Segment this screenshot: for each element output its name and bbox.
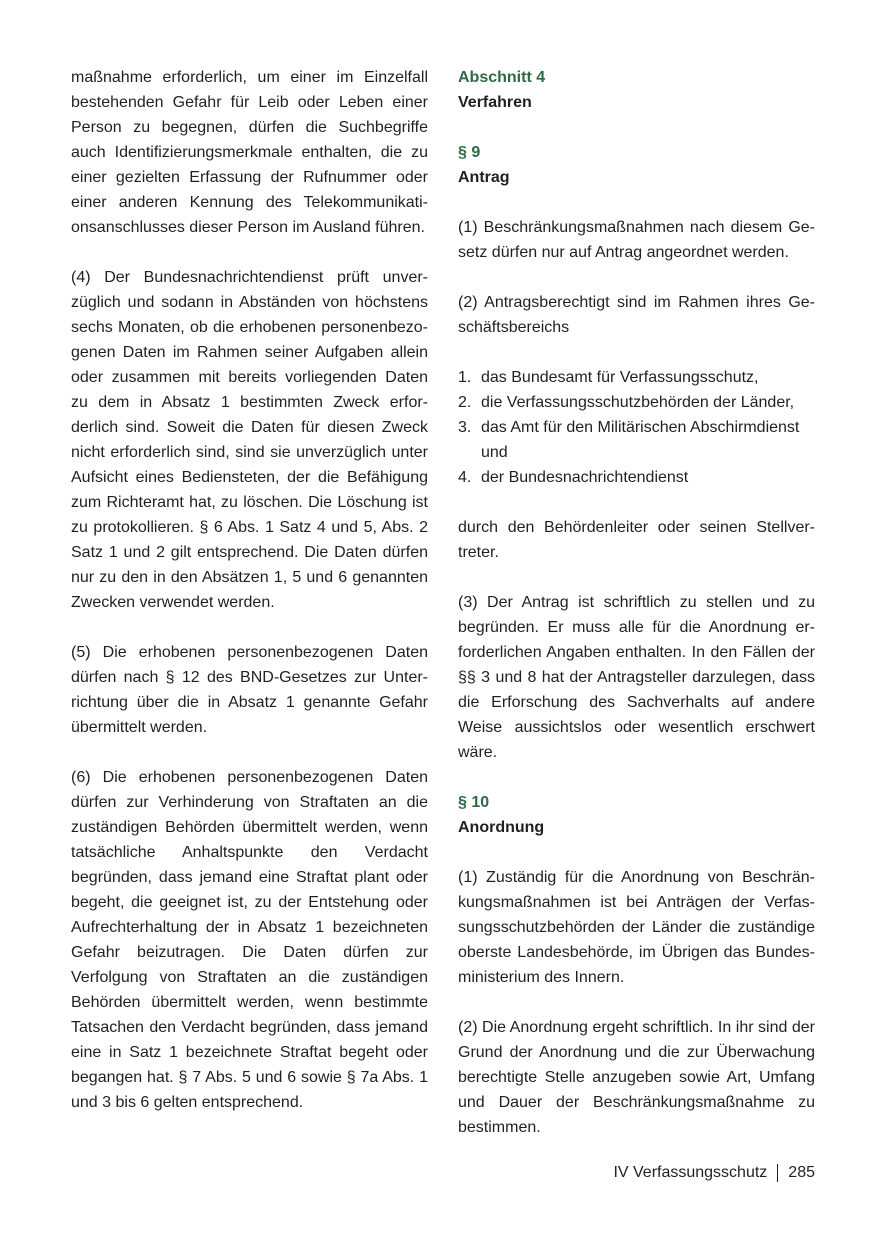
paragraph-9-3: (3) Der Antrag ist schriftlich zu stellen und zu begründen. Er muss alle für die Anordnung erforderlichen Angaben enthalten. In den Fällen der §§ 3 und 8 hat der Antragsteller darzulegen, dass die Erforschung des Sachverhalts auf andere Weise aussichtslos oder wesentlich erschwert wäre.: [458, 594, 815, 761]
list-item: [458, 365, 815, 390]
page-number: 285: [788, 1164, 815, 1181]
list-item: [458, 465, 815, 490]
list-item-text: der Bundesnachrichtendienst: [481, 469, 689, 486]
list-item-text: das Bundesamt für Verfassungsschutz,: [481, 369, 759, 386]
section-title: Verfahren: [458, 94, 532, 111]
list-item-text: das Amt für den Militärischen Abschirmdienst und: [481, 419, 800, 461]
footer-divider: [777, 1164, 778, 1182]
list-item-number: 3.: [458, 419, 472, 436]
paragraph-9-heading: [458, 140, 815, 190]
paragraph-6: (6) Die erhobenen personenbezogenen Daten dürfen zur Verhinderung von Straftaten an die zuständigen Behörden übermittelt werden, wenn tatsächliche Anhaltspunkte den Verdacht begründen, dass jemand eine Straftat plant oder begeht, die geeignet ist, zu der Entstehung oder Aufrechterhaltung der in Absatz 1 bezeichneten Gefahr beizutragen. Die Daten dürfen zur Verfolgung von Straftaten an die zuständigen Behörden übermittelt werden, wenn bestimmte Tatsachen den Verdacht begründen, dass jemand eine in Satz 1 bezeichnete Straftat begeht oder begangen hat. § 7 Abs. 5 und 6 sowie § 7a Abs. 1 und 3 bis 6 gelten entsprechend.: [71, 769, 428, 1111]
paragraph-5: (5) Die erhobenen personenbezogenen Daten dürfen nach § 12 des BND-Gesetzes zur Unterrichtung über die in Absatz 1 genannte Gefahr übermittelt werden.: [71, 644, 428, 736]
footer-chapter: IV Verfassungsschutz: [613, 1164, 768, 1181]
authority-list: [458, 365, 815, 490]
list-item: [458, 415, 815, 465]
paragraph-10-number: § 10: [458, 794, 490, 811]
list-item: [458, 390, 815, 415]
paragraph-9-2: (2) Antragsberechtigt sind im Rahmen ihres Geschäftsbereichs: [458, 294, 815, 336]
paragraph-10-title: Anordnung: [458, 819, 545, 836]
paragraph-9-2-end: durch den Behördenleiter oder seinen Stellvertreter.: [458, 519, 815, 561]
paragraph-9-1: (1) Beschränkungsmaßnahmen nach diesem Gesetz dürfen nur auf Antrag angeordnet werden.: [458, 219, 815, 261]
list-item-number: 1.: [458, 369, 472, 386]
paragraph-4: (4) Der Bundesnachrichtendienst prüft unverzüglich und sodann in Abständen von höchstens sechs Monaten, ob die erhobenen personenbezogenen Daten im Rahmen seiner Aufgaben allein oder zusammen mit bereits vorliegenden Daten zu dem in Absatz 1 bestimmten Zweck erforderlich sind. Soweit die Daten für diesen Zweck nicht erforderlich sind, sind sie unverzüglich unter Aufsicht eines Bediensteten, der die Befähigung zum Richteramt hat, zu löschen. Die Löschung ist zu protokollieren. § 6 Abs. 1 Satz 4 und 5, Abs. 2 Satz 1 und 2 gilt entsprechend. Die Daten dürfen nur zu den in den Absätzen 1, 5 und 6 genannten Zwecken verwendet werden.: [71, 269, 428, 611]
paragraph-10-2: (2) Die Anordnung ergeht schriftlich. In ihr sind der Grund der Anordnung und die zur Überwachung berechtigte Stelle anzugeben sowie Art, Umfang und Dauer der Beschränkungsmaßnahme zu bestimmen.: [458, 1019, 815, 1136]
paragraph-9-number: § 9: [458, 144, 481, 161]
right-column: [458, 65, 815, 1140]
list-item-text: die Verfassungsschutzbehörden der Länder,: [481, 394, 795, 411]
paragraph-9-title: Antrag: [458, 169, 510, 186]
page-footer: [613, 1160, 815, 1185]
paragraph-10-1: (1) Zuständig für die Anordnung von Beschränkungsmaßnahmen ist bei Anträgen der Verfassungsschutzbehörden der Länder die zuständige oberste Landesbehörde, im Übrigen das Bundesministerium des Innern.: [458, 869, 815, 986]
paragraph-10-heading: [458, 790, 815, 840]
list-item-number: 2.: [458, 394, 472, 411]
left-column: [71, 65, 428, 1115]
section-number: Abschnitt 4: [458, 69, 546, 86]
section-heading: [458, 65, 815, 115]
paragraph-continuation: maßnahme erforderlich, um einer im Einzelfall bestehenden Gefahr für Leib oder Leben einer Person zu begegnen, dürfen die Suchbegriffe auch Identifizierungsmerkmale enthalten, die zu einer gezielten Erfassung der Rufnummer oder einer anderen Kennung des Telekommunikationsanschlusses dieser Person im Ausland führen.: [71, 69, 428, 236]
list-item-number: 4.: [458, 469, 472, 486]
